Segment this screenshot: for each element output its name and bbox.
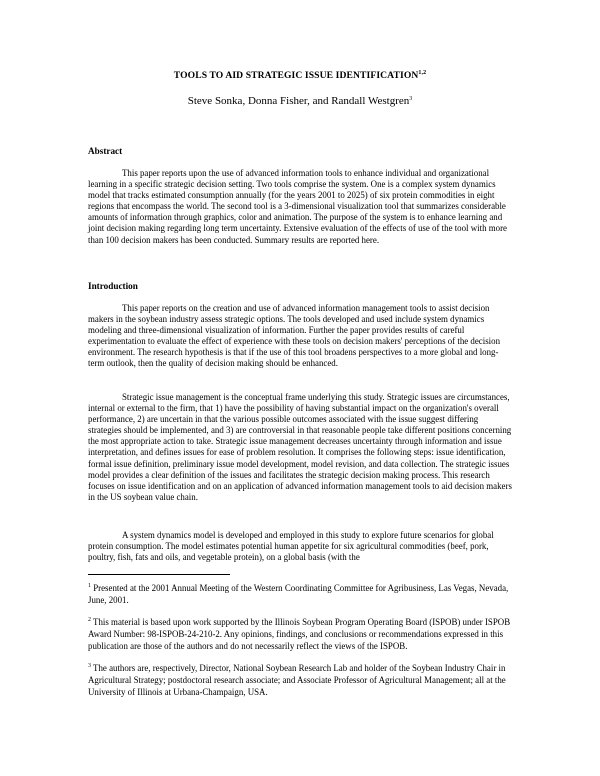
author-footnote-mark: 3 [409,96,413,102]
footnote-3: $^3$ The authors are, respectively, Director, National Soybean Research Lab and holder of the Soybean Industry Chair in Agricultural Strategy; postdoctoral research associate; and Associate Professor of Agricultural Management; all at the University of Illinois at Urbana-Champaign, USA. [88,663,506,698]
footnote-mark: 3 [88,663,91,669]
footnote-mark: 1 [88,583,91,589]
introduction-heading: Introduction [88,281,138,291]
footnote-divider [88,574,230,575]
intro-paragraph-2: Strategic issue management is the conceptual frame underlying this study. Strategic issues are circumstances, internal or external to the firm, that 1) have the possibility of having substantial impact on the organization's overall performance, 2) are uncertain in that the various possible outcomes associated with the issue suggest differing strategies should be implemented, and 3) are controversial in that reasonable people take different positions concerning the most appropriate action to take. Strategic issue management decreases uncertainty through information and issue interpretation, and defines issues for ease of problem resolution. It comprises the following steps: issue identification, formal issue definition, preliminary issue model development, model revision, and data collection. The strategic issues model provides a clear definition of the issues and facilitates the strategic decision making process. This research focuses on issue identification and on an application of advanced information management tools to aid decision makers in the US soybean value chain. [88,392,512,502]
footnote-1: $^1$ Presented at the 2001 Annual Meeting of the Western Coordinating Committee for Agribusiness, Las Vegas, Nevada, June, 2001. [88,583,509,606]
abstract-paragraph: This paper reports upon the use of advanced information tools to enhance individual and organizational learning in a specific strategic decision setting. Two tools comprise the system. One is a complex system dynamics model that tracks estimated consumption annually (for the years 2001 to 2025) of six protein commodities in eight regions that encompass the world. The second tool is a 3-dimensional visualization tool that summarizes considerable amounts of information through graphics, color and animation. The purpose of the system is to enhance learning and joint decision making regarding long term uncertainty. Extensive evaluation of the effects of use of the tool with more than 100 decision makers has been conducted. Summary results are reported here. [88,168,507,245]
author-line: Steve Sonka, Donna Fisher, and Randall Westgren$^3$ [187,95,413,107]
footnote-mark: 2 [88,617,91,623]
footnote-2: $^2$ This material is based upon work supported by the Illinois Soybean Program Operating Board (ISPOB) under ISPOB Award Number: 98-ISPOB-24-210-2. Any opinions, findings, and conclusions or recommendations expressed in this publication are those of the authors and do not necessarily reflect the views of the ISPOB. [88,617,511,652]
intro-paragraph-1: This paper reports on the creation and use of advanced information management tools to assist decision makers in the soybean industry assess strategic options. The tools developed and used include system dynamics modeling and three-dimensional visualization of information. Further the paper provides results of careful experimentation to evaluate the effect of experience with these tools on decision makers' perceptions of the decision environment. The research hypothesis is that if the use of this tool broadens perspectives to a more global and long-term outlook, then the quality of decision making should be enhanced. [88,303,501,369]
title-footnote-marks: 1,2 [418,70,427,76]
intro-paragraph-3: A system dynamics model is developed and employed in this study to explore future scenarios for global protein consumption. The model estimates potential human appetite for six agricultural commodities (beef, pork, poultry, fish, fats and oils, and vegetable protein), on a global basis (with the [88,530,494,563]
abstract-heading: Abstract [88,146,123,156]
abstract-body [88,168,512,246]
paper-title: TOOLS TO AID STRATEGIC ISSUE IDENTIFICATION$^{1,2}$ [173,70,427,81]
